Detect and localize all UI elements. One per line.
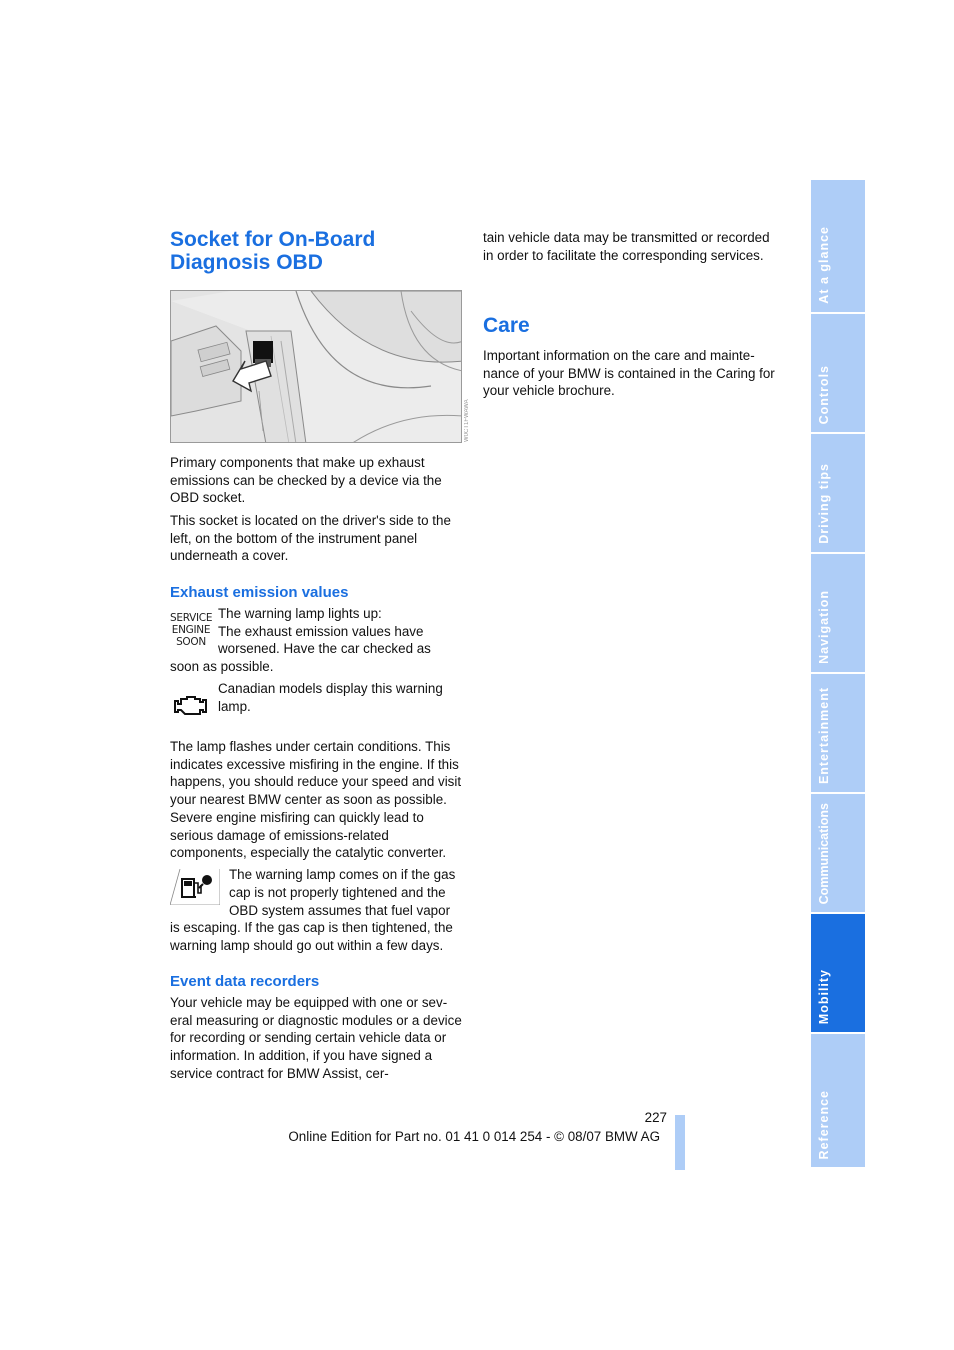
section-title [170, 228, 470, 274]
section-title-line2: Diagnosis OBD [170, 251, 323, 274]
lamp-line-1: The warning lamp lights up: [218, 606, 382, 621]
continued-para: tain vehicle data may be transmitted or recorded in order to facilitate the corresponding services. [483, 230, 770, 263]
tab-label-controls: Controls [817, 364, 831, 424]
engine-warning-icon [172, 694, 210, 718]
care-para: Important information on the care and mainte-nance of your BMW is contained in the Caring for your vehicle brochure. [483, 348, 775, 399]
page-marker-bar [675, 1115, 685, 1170]
canadian-line-2: lamp. [218, 699, 251, 714]
gascap-line-3: OBD system assumes that fuel vapor [229, 903, 451, 918]
tab-entertainment[interactable] [811, 674, 865, 794]
lamp-line-2: The exhaust emission values have [218, 624, 424, 639]
tab-reference[interactable] [811, 1034, 865, 1167]
svc-line-2: ENGINE [171, 624, 211, 636]
gascap-rest: is escaping. If the gas cap is then tightened, the warning lamp should go out within a few days. [170, 920, 453, 953]
edition-footer: Online Edition for Part no. 01 41 0 014 254 - © 08/07 BMW AG [288, 1129, 660, 1144]
chapter-sidebar [811, 180, 865, 1167]
lamp-line-4: soon as possible. [170, 659, 274, 674]
obd-socket-drawing [171, 291, 462, 443]
service-engine-soon-icon [170, 612, 212, 648]
tab-label-driving-tips: Driving tips [817, 463, 831, 544]
flash-para: The lamp flashes under certain conditions. This indicates excessive misfiring in the engine. If this happens, you should reduce your speed and visit your nearest BMW center as soon as possible. Severe engine misfiring can quickly lead to serious damage of emissions-related components, especially the catalytic converter. [170, 739, 462, 861]
tab-at-a-glance[interactable] [811, 180, 865, 314]
svc-line-3: SOON [176, 636, 206, 648]
tab-label-at-a-glance: At a glance [817, 226, 831, 304]
event-heading: Event data recorders [170, 973, 320, 990]
tab-communications[interactable] [811, 794, 865, 914]
tab-label-reference: Reference [817, 1089, 831, 1159]
tab-label-entertainment: Entertainment [817, 686, 831, 784]
obd-para-1: Primary components that make up exhaust emissions can be checked by a device via the OBD socket. [170, 455, 442, 506]
section-title-line1: Socket for On-Board [170, 228, 376, 251]
tab-controls[interactable] [811, 314, 865, 434]
gascap-line-2: cap is not properly tightened and the [229, 885, 446, 900]
tab-mobility[interactable] [811, 914, 865, 1034]
lamp-line-3: worsened. Have the car checked as [218, 641, 431, 656]
obd-para-2: This socket is located on the driver's side to the left, on the bottom of the instrument panel underneath a cover. [170, 513, 451, 564]
tab-navigation[interactable] [811, 554, 865, 674]
exhaust-heading: Exhaust emission values [170, 584, 349, 601]
tab-label-communications: Communications [817, 802, 831, 904]
canadian-line-1: Canadian models display this warning [218, 681, 443, 696]
tab-label-navigation: Navigation [817, 590, 831, 664]
obd-socket-illustration [170, 290, 462, 443]
gas-cap-icon [170, 869, 220, 905]
page-number: 227 [644, 1110, 667, 1125]
event-para: Your vehicle may be equipped with one or sev-eral measuring or diagnostic modules or a device for recording or sending certain vehicle data or information. In addition, if you have signed a service contract for BMW Assist, cer- [170, 995, 462, 1081]
svc-line-1: SERVICE [170, 612, 213, 624]
tab-driving-tips[interactable] [811, 434, 865, 554]
care-heading: Care [483, 314, 530, 337]
tab-label-mobility: Mobility [817, 968, 831, 1024]
gascap-line-1: The warning lamp comes on if the gas [229, 867, 456, 882]
figure-code: W0CT1FWAWA [464, 399, 470, 442]
